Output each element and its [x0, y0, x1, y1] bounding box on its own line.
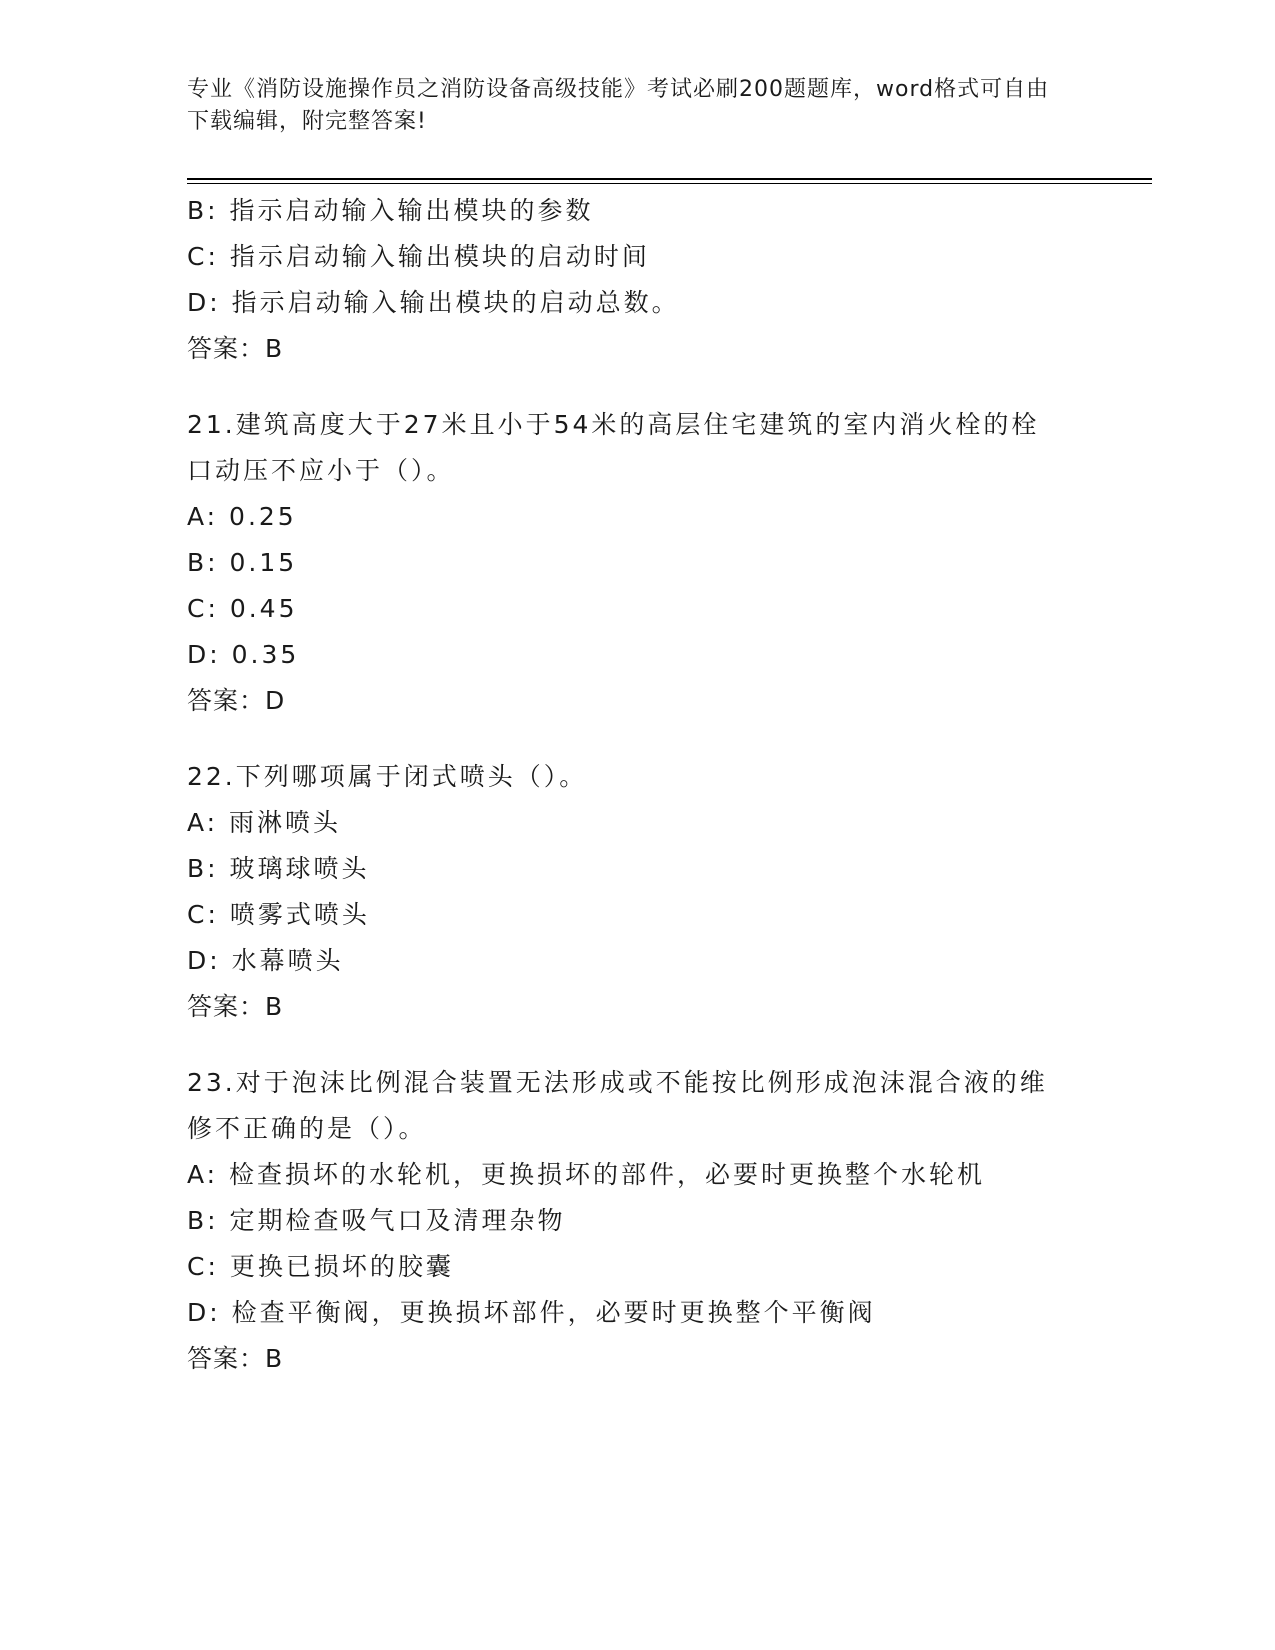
option-c: C: 指示启动输入输出模块的启动时间: [187, 242, 650, 271]
header-rule-thin: [187, 183, 1152, 184]
prev-question-block: [187, 188, 1087, 372]
header-rule: [187, 178, 1152, 180]
option-b: B: 定期检查吸气口及清理杂物: [187, 1206, 566, 1235]
option-d: D: 0.35: [187, 640, 300, 669]
question-22: [187, 754, 1087, 1030]
option-c: C: 0.45: [187, 594, 298, 623]
answer-line: 答案：B: [187, 334, 284, 363]
option-c: C: 喷雾式喷头: [187, 900, 370, 929]
question-text: 23.对于泡沫比例混合装置无法形成或不能按比例形成泡沫混合液的维修不正确的是（）。: [187, 1068, 1048, 1143]
option-a: A: 检查损坏的水轮机，更换损坏的部件，必要时更换整个水轮机: [187, 1160, 986, 1189]
question-text: 21.建筑高度大于27米且小于54米的高层住宅建筑的室内消火栓的栓口动压不应小于（）。: [187, 410, 1040, 485]
question-21: [187, 402, 1087, 724]
option-c: C: 更换已损坏的胶囊: [187, 1252, 454, 1281]
question-content: [187, 188, 1087, 1382]
option-a: A: 0.25: [187, 502, 297, 531]
question-23: [187, 1060, 1087, 1382]
option-d: D: 水幕喷头: [187, 946, 344, 975]
page-header: 专业《消防设施操作员之消防设备高级技能》考试必刷200题题库，word格式可自由下载编辑，附完整答案!: [187, 77, 1050, 134]
option-b: B: 玻璃球喷头: [187, 854, 370, 883]
option-d: D: 检查平衡阀，更换损坏部件，必要时更换整个平衡阀: [187, 1298, 876, 1327]
answer-line: 答案：B: [187, 1344, 284, 1373]
option-d: D: 指示启动输入输出模块的启动总数。: [187, 288, 680, 317]
answer-line: 答案：B: [187, 992, 284, 1021]
option-b: B: 指示启动输入输出模块的参数: [187, 196, 594, 225]
option-b: B: 0.15: [187, 548, 298, 577]
answer-line: 答案：D: [187, 686, 286, 715]
option-a: A: 雨淋喷头: [187, 808, 342, 837]
question-text: 22.下列哪项属于闭式喷头（）。: [187, 762, 588, 791]
